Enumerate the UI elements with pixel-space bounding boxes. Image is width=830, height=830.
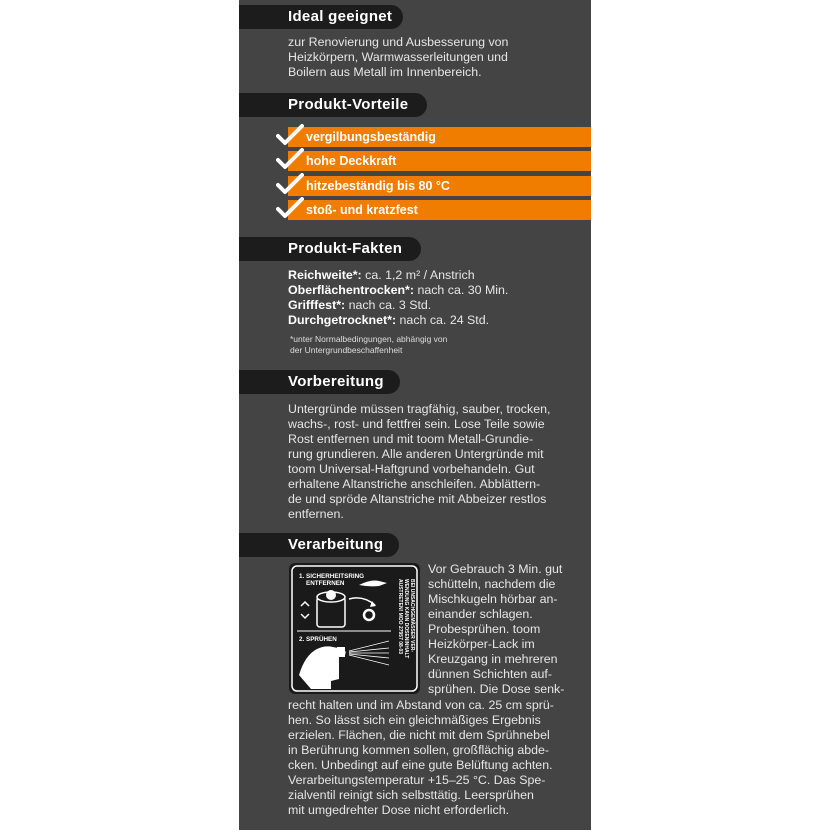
text-line: hen. So lässt sich ein gleichmäßiges Ergebnis xyxy=(288,713,541,727)
text-line: de und spröde Altanstriche mit Abbeizer restlos xyxy=(288,492,547,506)
benefit-label: vergilbungsbeständig xyxy=(306,130,436,144)
text-line: Rost entfernen und mit toom Metall-Grundie- xyxy=(288,432,534,446)
spray-can-pictogram xyxy=(289,563,420,694)
text-line: recht halten und im Abstand von ca. 25 cm sprü- xyxy=(288,698,554,712)
checkmark-icon xyxy=(276,147,304,171)
header-vorbereitung: Vorbereitung xyxy=(239,370,400,394)
text-line: wachs-, rost- und fettfrei sein. Lose Teile sowie xyxy=(288,417,545,431)
text-line: Verarbeitungstemperatur +15–25 °C. Das Spe- xyxy=(288,773,546,787)
fact-value: nach ca. 30 Min. xyxy=(414,283,509,297)
fact-label: Grifffest*: xyxy=(288,298,346,312)
checkmark-icon xyxy=(276,196,304,220)
benefit-label: stoß- und kratzfest xyxy=(306,203,418,217)
text-line: dünnen Schichten auf- xyxy=(428,667,552,681)
header-verarbeitung: Verarbeitung xyxy=(239,533,399,557)
text-line: erhaltene Altanstriche anschleifen. Abblättern- xyxy=(288,477,541,491)
step2-label: 2. SPRÜHEN xyxy=(299,636,337,643)
fact-value: nach ca. 3 Std. xyxy=(345,298,432,312)
text-line: Probesprühen. toom xyxy=(428,622,541,636)
verarbeitung-full-text xyxy=(288,698,588,818)
text-line: rung grundieren. Alle anderen Untergründe mit xyxy=(288,447,544,461)
fact-label: Durchgetrocknet*: xyxy=(288,313,397,327)
text-line: entfernen. xyxy=(288,507,344,521)
fact-row xyxy=(288,298,584,313)
text-line: einander schlagen. xyxy=(428,607,533,621)
footnote-line: *unter Normalbedingungen, abhängig von xyxy=(290,334,448,344)
text-line: Boilern aus Metall im Innenbereich. xyxy=(288,65,482,79)
benefit-row xyxy=(288,151,591,171)
text-line: zur Renovierung und Ausbesserung von xyxy=(288,35,509,49)
text-line: in Berührung kommen sollen, großflächig abde- xyxy=(288,743,550,757)
fact-value: nach ca. 24 Std. xyxy=(396,313,490,327)
facts-footnote xyxy=(290,334,447,355)
checkmark-icon xyxy=(276,172,304,196)
text-line: Heizkörper-Lack im xyxy=(428,637,535,651)
text-line: mit umgedrehter Dose nicht erforderlich. xyxy=(288,803,510,817)
header-produkt-fakten: Produkt-Fakten xyxy=(239,237,421,261)
facts-list xyxy=(288,268,584,328)
fact-row xyxy=(288,283,584,298)
header-ideal-geeignet: Ideal geeignet xyxy=(239,5,403,29)
benefit-row xyxy=(288,176,591,196)
text-line: sprühen. Die Dose senk- xyxy=(428,682,565,696)
text-line: Kreuzgang in mehreren xyxy=(428,652,558,666)
text-line: cken. Unbedingt auf eine gute Belüftung achten. xyxy=(288,758,553,772)
ideal-text xyxy=(288,35,584,80)
fact-value: ca. 1,2 m² / Anstrich xyxy=(361,268,475,282)
step1-label: 1. SICHERHEITSRING xyxy=(299,573,365,580)
fact-label: Reichweite*: xyxy=(288,268,362,282)
text-line: erzielen. Flächen, die nicht mit dem Sprühnebel xyxy=(288,728,550,742)
warning-line: BEI UNSACHGEMÄSSER VER- xyxy=(409,579,415,653)
warning-line: AUSTRETEN! MOO 27957 08-03 xyxy=(397,579,403,655)
vorbereitung-text xyxy=(288,402,584,522)
text-line: Heizkörpern, Warmwasserleitungen und xyxy=(288,50,508,64)
checkmark-icon xyxy=(276,123,304,147)
text-line: Untergründe müssen tragfähig, sauber, trocken, xyxy=(288,402,551,416)
benefit-row xyxy=(288,127,591,147)
text-line: toom Universal-Haftgrund vorbehandeln. Gut xyxy=(288,462,535,476)
fact-label: Oberflächentrocken*: xyxy=(288,283,415,297)
text-line: Mischkugeln hörbar an- xyxy=(428,592,558,606)
fact-row xyxy=(288,313,584,328)
header-produkt-vorteile: Produkt-Vorteile xyxy=(239,93,427,117)
footnote-line: der Untergrundbeschaffenheit xyxy=(290,344,403,355)
step1-label-2: ENTFERNEN xyxy=(306,580,345,587)
text-line: Vor Gebrauch 3 Min. gut xyxy=(428,562,563,576)
benefit-label: hohe Deckkraft xyxy=(306,154,397,168)
benefit-row xyxy=(288,200,591,220)
text-line: zialventil reinigt sich selbsttätig. Leersprühen xyxy=(288,788,534,802)
verarbeitung-side-text xyxy=(428,562,588,697)
text-line: schütteln, nachdem die xyxy=(428,577,556,591)
fact-row xyxy=(288,268,584,283)
usage-illustration xyxy=(289,563,420,694)
benefit-label: hitzebeständig bis 80 °C xyxy=(306,179,450,193)
warning-line: WENDUNG KANN DOSENINHALT xyxy=(403,579,409,659)
